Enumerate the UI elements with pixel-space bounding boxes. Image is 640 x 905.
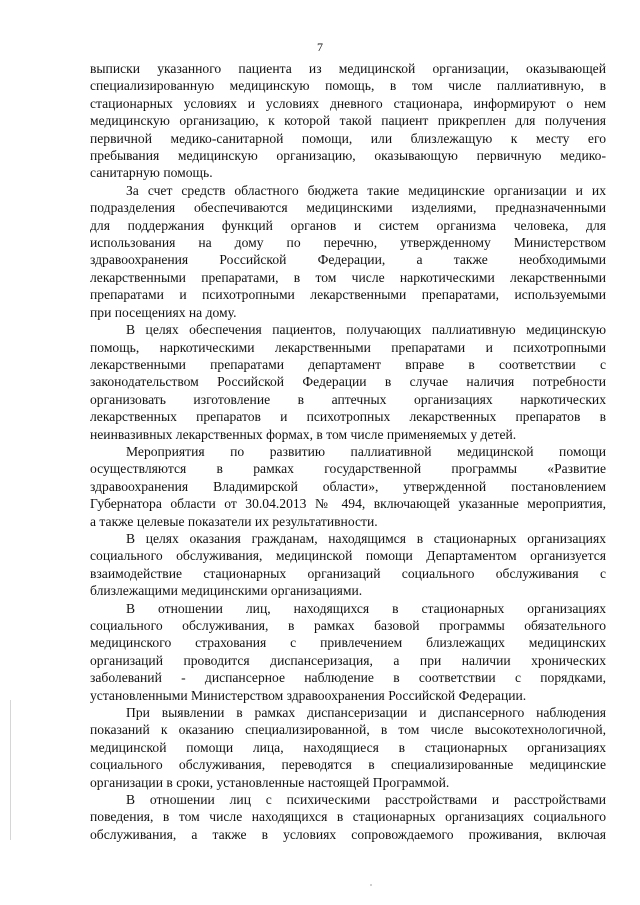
text-line: социального обслуживания, в рамках базовой программы обязательного: [90, 618, 606, 633]
text-line: лекарственными препаратами, в том числе наркотическими лекарственными: [90, 269, 606, 285]
text-line: препаратами и психотропными лекарственными препаратами, используемыми: [90, 287, 606, 303]
page-number: 7: [317, 40, 323, 54]
text-line: организовать изготовление в аптечных организациях наркотических: [90, 391, 606, 407]
text-line: взаимодействие стационарных организаций социального обслуживания с: [90, 565, 606, 581]
text-line: при посещениях на дому.: [90, 304, 237, 320]
text-line: поведения, в том числе находящихся в стационарных организациях социального: [90, 809, 606, 825]
text-line: установленными Министерством здравоохранения Российской Федерации.: [90, 687, 527, 703]
paragraph: [90, 60, 606, 182]
text-line: выписки указанного пациента из медицинской организации, оказывающей: [90, 61, 606, 76]
text-line: лекарственных препаратов и психотропных лекарственных препаратов в: [90, 409, 606, 425]
text-line: В целях оказания гражданам, находящимся в стационарных организациях: [126, 530, 606, 546]
text-line: неинвазивных лекарственных формах, в том числе применяемых у детей.: [90, 426, 517, 442]
text-line: здравоохранения Российской Федерации, а также необходимыми: [90, 252, 606, 268]
text-line: социального обслуживания, переводятся в специализированные медицинские: [90, 757, 606, 773]
text-line: подразделения обеспечиваются медицинскими изделиями, предназначенными: [90, 200, 606, 216]
text-line: первичной медико-санитарной помощи, или близлежащую к месту его: [90, 130, 606, 146]
text-line: использования на дому по перечню, утвержденному Министерством: [90, 235, 606, 251]
text-line: для поддержания функций органов и систем организма человека, для: [90, 217, 606, 233]
text-line: социального обслуживания, медицинской помощи Департаментом организуется: [90, 548, 606, 564]
text-line: пребывания медицинскую организацию, оказывающую первичную медико-: [90, 148, 606, 164]
text-line: заболеваний - диспансерное наблюдение в соответствии с порядками,: [90, 670, 606, 686]
text-line: В целях обеспечения пациентов, получающих паллиативную медицинскую: [126, 322, 606, 338]
paragraph: [90, 704, 606, 791]
text-line: стационарных условиях и условиях дневного стационара, информируют о нем: [90, 95, 606, 111]
text-line: За счет средств областного бюджета такие медицинские организации и их: [126, 182, 606, 198]
paragraph: [90, 600, 606, 704]
text-line: организации в сроки, установленные настоящей Программой.: [90, 774, 450, 790]
scan-dust-mark: [370, 884, 372, 886]
text-line: близлежащими медицинскими организациями.: [90, 583, 363, 599]
text-line: здравоохранения Владимирской области», утвержденной постановлением: [90, 478, 606, 494]
text-line: обслуживания, а также в условиях сопровождаемого проживания, включая: [90, 826, 606, 842]
text-line: специализированную медицинскую помощь, в том числе паллиативную, в: [90, 78, 606, 94]
paragraph: [90, 443, 606, 530]
text-line: медицинского страхования с привлечением близлежащих медицинских: [90, 635, 606, 651]
text-line: лекарственными препаратами департамент вправе в соответствии с: [90, 356, 606, 372]
paragraph: [90, 182, 606, 321]
text-line: При выявлении в рамках диспансеризации и диспансерного наблюдения: [126, 705, 606, 721]
text-line: законодательством Российской Федерации в случае наличия потребности: [90, 374, 606, 390]
text-line: В отношении лиц, находящихся в стационарных организациях: [126, 600, 606, 616]
scan-margin-mark: [10, 700, 11, 840]
text-line: медицинскую организацию, к которой такой пациент прикреплен для получения: [90, 113, 606, 129]
paragraph: [90, 530, 606, 600]
text-line: организаций проводится диспансеризация, а при наличии хронических: [90, 652, 606, 668]
text-line: осуществляются в рамках государственной программы «Развитие: [90, 461, 606, 477]
text-line: санитарную помощь.: [90, 165, 213, 181]
document-body: [90, 60, 606, 843]
text-line: медицинской помощи лица, находящиеся в стационарных организациях: [90, 739, 606, 755]
text-line: В отношении лиц с психическими расстройствами и расстройствами: [126, 792, 606, 808]
text-line: а также целевые показатели их результативности.: [90, 513, 378, 529]
text-line: Губернатора области от 30.04.2013 № 494, включающей указанные мероприятия,: [90, 496, 606, 512]
paragraph: [90, 321, 606, 443]
text-line: показаний к оказанию специализированной, в том числе высокотехнологичной,: [90, 722, 606, 738]
paragraph: [90, 791, 606, 843]
text-line: помощь, наркотическими лекарственными препаратами и психотропными: [90, 339, 606, 355]
text-line: Мероприятия по развитию паллиативной медицинской помощи: [126, 443, 606, 459]
